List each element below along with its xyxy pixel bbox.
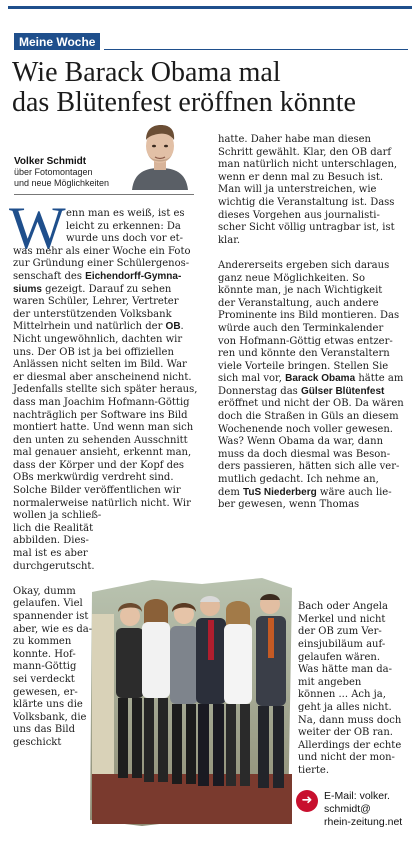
text-line: wollen ja schließ- — [13, 510, 102, 522]
text-line: der Veranstaltung, auch andere — [218, 297, 379, 309]
email-contact — [296, 790, 414, 840]
text-line: dass der Körper und der Kopf des — [13, 459, 185, 471]
text-line: Okay, dumm — [13, 585, 76, 597]
text-line: und nicht der mon- — [298, 752, 395, 764]
headline — [12, 58, 412, 118]
text-line: hatte. Daher habe man diesen — [218, 134, 371, 145]
top-rule — [8, 6, 412, 9]
text-line: der unterstützenden Volksbank — [13, 308, 172, 320]
text-line: Was hätte man da- — [298, 664, 393, 676]
text-line: sich mal vor, Barack Obama hätte am — [218, 373, 404, 385]
text-line: was mehr als einer Woche ein Foto — [13, 245, 191, 257]
column-1-dropcap-lines — [66, 208, 185, 246]
text-line: dem TuS Niederberg wäre auch lie- — [218, 486, 392, 498]
text-line: spannender ist — [13, 611, 89, 623]
text-line: gelaufen. Viel — [13, 598, 83, 610]
text-line: uns. Der OB ist ja bei offiziellen — [13, 346, 174, 358]
text-line: geht ja alles nicht. — [298, 701, 392, 713]
text-line: wenn er denn mal zu Besuch ist. — [218, 171, 384, 183]
text-line: lich die Realität — [13, 522, 94, 534]
text-line: geschickt — [13, 736, 62, 748]
text-line: Wochenende noch voller gewesen. — [218, 423, 393, 435]
text-line: Andererseits ergeben sich daraus — [218, 259, 390, 271]
text-line: wurde uns doch vor et- — [66, 233, 184, 245]
text-line: Prominente ins Bild montieren. Das — [218, 310, 400, 322]
text-line: waren Schüler, Lehrer, Vertreter — [13, 296, 179, 308]
text-line: mal genauer ansieht, erkennt man, — [13, 447, 192, 459]
headline-line-2: das Blütenfest eröffnen könnte — [12, 87, 356, 118]
text-line: senschaft des Eichendorff-Gymna- — [13, 270, 182, 282]
rubric-rule — [104, 49, 408, 50]
text-line: Jedenfalls stellte sich später heraus, — [13, 384, 198, 396]
drop-cap: W — [9, 195, 66, 261]
author-description — [14, 167, 134, 189]
text-line: ders passieren, hätten sich alle ver- — [218, 461, 400, 473]
text-line: dieses Vorgehen aus journalisti- — [218, 209, 380, 221]
text-line: Bach oder Angela — [298, 601, 388, 613]
text-line: aber, wie es da- — [13, 623, 93, 635]
bluetenfest-bold: Gülser Blütenfest — [300, 385, 385, 397]
text-line: mal ist es aber — [13, 548, 88, 560]
text-line: den unten zu sehenden Ausschnitt — [13, 434, 188, 446]
text-line: Solche Bilder veröffentlichen wir — [13, 485, 181, 497]
text-line: mann-Göttig — [13, 661, 77, 673]
text-line: scher Sicht völlig untragbar ist, ist — [218, 222, 395, 234]
rubric-label: Meine Woche — [14, 33, 100, 50]
text-line: gelaufen wären. — [298, 651, 380, 663]
text-line: OBs merkwürdig verdreht sind. — [13, 472, 174, 484]
text-line: sei verdeckt — [13, 673, 75, 685]
column-2-wrap — [298, 601, 401, 777]
text-line: nachträglich per Software ins Bild — [13, 409, 188, 421]
text-line: weiter der OB ran. — [298, 727, 393, 739]
text-line: siums gezeigt. Darauf zu sehen — [13, 283, 172, 295]
text-line: eröffnet und nicht der OB. Da wären — [218, 398, 404, 410]
text-line: klar. — [218, 234, 241, 246]
text-line: könnte man, je nach Wichtigkeit — [218, 285, 383, 297]
email-line: E-Mail: volker. — [324, 790, 390, 802]
text-line: Allerdings der echte — [298, 739, 402, 751]
text-line: montiert hatte. Und wenn man sich — [13, 422, 194, 434]
author-portrait — [128, 118, 192, 190]
text-line: würde auch den Terminkalender — [218, 322, 384, 334]
text-line: Nicht ungewöhnlich, dachten wir — [13, 333, 183, 345]
text-line: zur Gründung einer Schülergenos- — [13, 258, 190, 270]
text-line: Donnerstag das Gülser Blütenfest — [218, 385, 385, 397]
email-address[interactable] — [324, 790, 402, 829]
school-name-end: siums — [13, 283, 42, 295]
text-line: man natürlich nicht unterschlagen, — [218, 159, 398, 171]
author-desc-line: und neue Möglichkeiten — [14, 178, 110, 188]
text-line: ber gewesen, wenn Thomas — [218, 499, 360, 511]
text-line: der OB zum Ver- — [298, 626, 382, 638]
text-line: tierte. — [298, 764, 330, 776]
text-line: durchgerutscht. — [13, 560, 95, 572]
text-line: muss da doch diesmal was Beson- — [218, 448, 391, 460]
text-line: können ... Ach ja, — [298, 689, 386, 701]
text-line: er diesmal aber anscheinend nicht. — [13, 371, 192, 383]
email-line: rhein-zeitung.net — [324, 816, 403, 828]
text-line: ren und könnte den Veranstaltern — [218, 348, 390, 360]
text-line: wichtig die Veranstaltung ist. Dass — [218, 196, 395, 208]
text-line: dass man Joachim Hofmann-Göttig — [13, 396, 190, 408]
author-desc-line: über Fotomontagen — [14, 167, 93, 177]
column-2-body — [218, 134, 404, 512]
text-line: von Hofmann-Göttig etwas entzer- — [218, 335, 393, 347]
text-line: viele Vorteile bringen. Stellen Sie — [218, 360, 389, 372]
text-line: leicht zu erkennen: Da — [66, 220, 181, 232]
text-line: Man will ja unterstreichen, wie — [218, 184, 377, 196]
text-line: Schritt gewählt. Klar, den OB darf — [218, 146, 392, 158]
text-line: zu kommen — [13, 636, 72, 648]
text-line: Mittelrhein und natürlich der OB. — [13, 321, 184, 333]
text-line: einsjubiläum auf- — [298, 638, 386, 650]
text-line: Anlässen nicht selten im Bild. War — [13, 359, 187, 371]
school-name: Eichendorff-Gymna- — [85, 270, 182, 282]
text-line: mutlich gedacht. Ich nehme an, — [218, 474, 379, 486]
text-line: uns das Bild — [13, 724, 76, 736]
email-arrow-icon: ➜ — [296, 790, 318, 812]
headline-line-1: Wie Barack Obama mal — [12, 57, 281, 88]
text-line: Na, dann muss doch — [298, 714, 402, 726]
text-line: konnte. Hof- — [13, 648, 76, 660]
text-line: Was? Wenn Obama da war, dann — [218, 436, 384, 448]
text-line: mit angeben — [298, 676, 362, 688]
text-line: gewesen, er- — [13, 686, 78, 698]
ob-bold: OB — [165, 321, 181, 333]
text-line: klärte uns die — [13, 699, 83, 711]
text-line: abbilden. Dies- — [13, 535, 89, 547]
tus-bold: TuS Niederberg — [242, 486, 317, 498]
text-line: Volksbank, die — [13, 711, 87, 723]
text-line: enn man es weiß, ist es — [66, 208, 185, 219]
text-line: normalerweise natürlich nicht. Wir — [13, 497, 191, 509]
obama-bold: Barack Obama — [285, 373, 356, 385]
author-name: Volker Schmidt — [14, 156, 87, 167]
text-line: Merkel und nicht — [298, 613, 386, 625]
email-line: schmidt@ — [324, 803, 371, 815]
group-photo — [82, 574, 298, 828]
text-line: doch die Straßen in Güls an diesem — [218, 411, 399, 423]
text-line: ganz neue Möglichkeiten. So — [218, 272, 366, 284]
